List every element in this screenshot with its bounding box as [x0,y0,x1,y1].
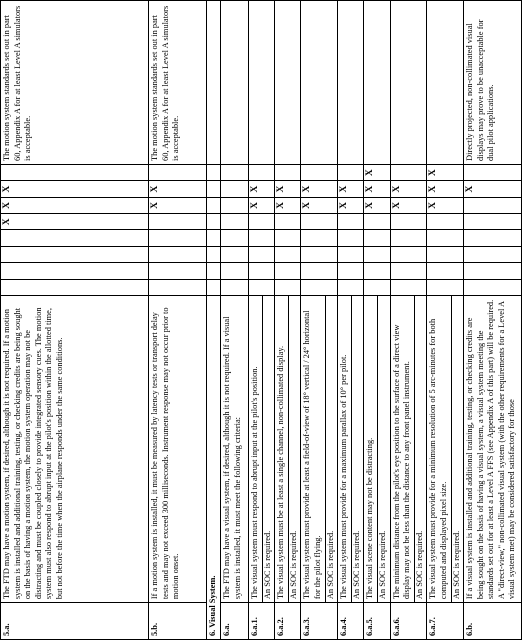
level-mark-m6: X [301,181,338,197]
level-mark-m6: X [464,181,522,197]
table-row [149,1,207,640]
empty-cell [207,279,221,295]
level-mark-m7 [249,164,275,180]
requirement-text: The visual system must be at least a single channel, non-collimated display. [276,345,286,600]
notes-cell [427,1,464,165]
table-row [301,1,338,640]
requirement-cell [301,295,338,602]
notes-cell [338,1,364,165]
notes-cell: The motion system standards set out in part 60, Appendix A for at least Level A simulators is acceptable. [1,1,149,165]
level-mark-m6: X [249,181,275,197]
level-mark-cell [249,246,275,262]
level-mark-m4 [390,214,427,230]
level-mark-m4 [301,214,338,230]
empty-cell [207,164,221,180]
level-mark-cell [427,263,464,279]
level-mark-m6 [221,181,249,197]
requirement-cell [149,295,207,602]
table-row [464,1,522,640]
section-row [207,1,221,640]
requirement-cell [1,295,149,602]
level-mark-m4 [249,214,275,230]
level-mark-cell [301,246,338,262]
level-mark-cell [221,279,249,295]
level-mark-cell [1,279,149,295]
notes-cell [221,1,249,165]
level-mark-cell [275,230,301,246]
level-mark-m6: X [390,181,427,197]
level-mark-cell [275,263,301,279]
level-mark-cell [390,246,427,262]
soc-note: An SOC is required. [451,296,463,602]
soc-note: An SOC is required. [377,296,389,602]
level-mark-cell [338,263,364,279]
level-mark-cell [390,279,427,295]
empty-cell [207,197,221,213]
level-mark-m7 [149,164,207,180]
level-mark-cell [338,230,364,246]
requirement-number: 6.a.7. [427,603,464,640]
requirement-number: 5.a. [1,603,149,640]
empty-cell [207,214,221,230]
table-row [275,1,301,640]
requirement-cell [221,295,249,602]
level-mark-m4: X [1,214,149,230]
table-row [249,1,275,640]
requirement-text: The FTD may have a visual system, if desired, although it is not required. If a visual system is installed, it must meet the following criteria: [222,316,242,600]
level-mark-m7 [464,164,522,180]
level-mark-cell [149,230,207,246]
table-row [364,1,390,640]
level-mark-cell [464,279,522,295]
notes-cell [249,1,275,165]
level-mark-cell [221,246,249,262]
level-mark-cell [364,230,390,246]
table-row [390,1,427,640]
empty-cell [207,230,221,246]
soc-note: An SOC is required. [325,296,337,602]
level-mark-cell [149,263,207,279]
level-mark-m4 [275,214,301,230]
level-mark-m5: X [338,197,364,213]
requirement-text: The minimum distance from the pilot's eye position to the surface of a direct view display may not be less than the distance to any front panel instrument. [391,324,412,600]
requirement-text: The visual system must respond to abrupt input at the pilot's position. [250,366,259,600]
level-mark-cell [275,279,301,295]
level-mark-cell [301,230,338,246]
empty-cell [207,263,221,279]
level-mark-cell [1,263,149,279]
requirement-cell [464,295,522,602]
requirement-number: 6.a.5. [364,603,390,640]
notes-cell: Directly projected, non-collimated visual displays may prove to be unacceptable for dual pilot applications. [464,1,522,165]
level-mark-cell [364,246,390,262]
level-mark-cell [249,263,275,279]
level-mark-cell [221,230,249,246]
requirement-cell [390,295,427,602]
level-mark-m7 [275,164,301,180]
level-mark-cell [249,279,275,295]
level-mark-m7 [338,164,364,180]
requirement-number: 6.b. [464,603,522,640]
table-row [338,1,364,640]
level-mark-m6: X [1,181,149,197]
level-mark-m5: X [427,197,464,213]
level-mark-m4 [427,214,464,230]
level-mark-cell [364,279,390,295]
level-mark-m5: X [275,197,301,213]
level-mark-m5: X [390,197,427,213]
notes-cell [364,1,390,165]
level-mark-cell [464,263,522,279]
requirement-cell [427,295,464,602]
soc-note: An SOC is required. [351,296,363,602]
level-mark-m4 [364,214,390,230]
empty-cell [207,181,221,197]
level-mark-cell [1,246,149,262]
requirement-text: The FTD may have a motion system, if desired, although it is not required. If a motion system is installed and additional training, testing, or checking credits are being sought on the basis of having a motion system, the motion system operation may not be distracting and must be coupled closely to provide integrated sensory cues. The motion system must also respond to abrupt input at the pilot's position within the allotted time, but not before the time when the airplane responds under the same conditions. [2,307,64,600]
requirement-number: 6.a.6. [390,603,427,640]
level-mark-m5: X [364,197,390,213]
requirement-cell [338,295,364,602]
level-mark-cell [301,279,338,295]
level-mark-m4 [338,214,364,230]
level-mark-cell [338,246,364,262]
level-mark-cell [1,230,149,246]
requirement-text: The visual system must provide for a maximum parallax of 10° per pilot. [339,354,349,600]
requirement-text: If a visual system is installed and additional training, testing, or checking credits are being sought on the basis of having a visual system, a visual system meeting the standards set out for at least a Level A FFS (see Appendix A of this part) will be required. A "direct-view," non-collimated visual system (with the other requirements for a Level A visual system met) may be considered satisfactory for those [465,299,517,600]
notes-cell [390,1,427,165]
level-mark-cell [301,263,338,279]
level-mark-m5 [221,197,249,213]
level-mark-cell [275,246,301,262]
soc-note: An SOC is required. [288,296,300,602]
requirement-text: The visual system must provide for a minimum resolution of 5 arc-minutes for both computed and displayed pixel size. [428,318,448,600]
notes-cell [275,1,301,165]
level-mark-cell [464,230,522,246]
level-mark-m5: X [1,197,149,213]
requirement-number: 6.a.2. [275,603,301,640]
level-mark-cell [221,263,249,279]
level-mark-m7: X [364,164,390,180]
level-mark-m7 [1,164,149,180]
level-mark-cell [427,279,464,295]
level-mark-m6: X [427,181,464,197]
requirement-number: 6.a.3. [301,603,338,640]
level-mark-m5: X [249,197,275,213]
notes-cell [301,1,338,165]
level-mark-m7 [221,164,249,180]
requirement-cell [249,295,275,602]
level-mark-cell [427,246,464,262]
level-mark-m7 [390,164,427,180]
table-row [427,1,464,640]
level-mark-m7: X [427,164,464,180]
level-mark-m5: X [301,197,338,213]
level-mark-cell [149,246,207,262]
level-mark-cell [364,263,390,279]
level-mark-m5 [464,197,522,213]
section-heading: 6. Visual System. [207,295,221,639]
table-row [221,1,249,640]
level-mark-cell [390,263,427,279]
level-mark-m4 [149,214,207,230]
table-row [1,1,149,640]
level-mark-m6: X [338,181,364,197]
requirement-text: If a motion system is installed, it must be measured by latency tests or transport delay tests and may not exceed 300 milliseconds. Instrument response may not occur prior to motion onset. [150,307,181,600]
level-mark-cell [338,279,364,295]
level-mark-m6: X [149,181,207,197]
level-mark-cell [149,279,207,295]
requirement-number: 6.a. [221,603,249,640]
requirement-text: The visual scene content may not be distracting. [365,437,375,600]
empty-cell [207,1,221,165]
soc-note: An SOC is required. [414,296,426,602]
requirement-cell [275,295,301,602]
requirement-text: The visual system must provide at least a field-of-view of 18° vertical / 24° horizontal for the pilot flying. [302,310,322,600]
level-mark-m6: X [364,181,390,197]
requirement-number: 5.b. [149,603,207,640]
table-body [1,1,522,640]
level-mark-cell [464,246,522,262]
level-mark-m6: X [275,181,301,197]
level-mark-m7 [301,164,338,180]
notes-cell: The motion system standards set out in part 60, Appendix A for at least Level A simulators is acceptable. [149,1,207,165]
requirement-number: 6.a.1. [249,603,275,640]
soc-note: An SOC is required. [262,296,274,602]
level-mark-cell [427,230,464,246]
level-mark-cell [390,230,427,246]
empty-cell [207,246,221,262]
requirement-cell [364,295,390,602]
level-mark-m4 [221,214,249,230]
level-mark-m4 [464,214,522,230]
level-mark-cell [249,230,275,246]
level-mark-m5: X [149,197,207,213]
requirement-number: 6.a.4. [338,603,364,640]
